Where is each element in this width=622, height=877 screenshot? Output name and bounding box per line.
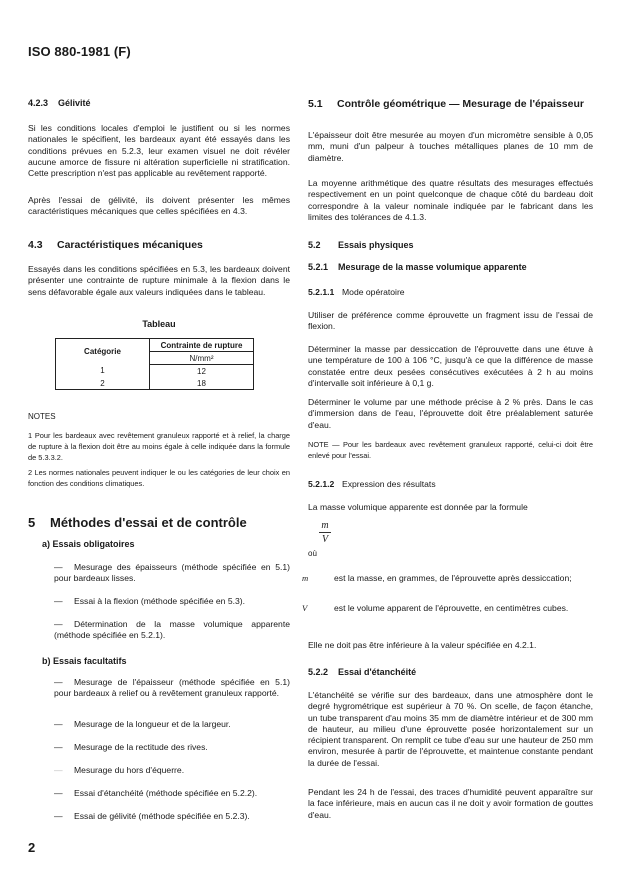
section-5-2-2-paragraph-1: L'étanchéité se vérifie sur des bardeaux, dans une atmosphère dont le degré hygrométrique est supérieur à 70 %. On scelle, de façon étanche, un tube transparent d'au moins 35 mm de diamètre intérieur et de 300 mm de hauteur, au milieu d'une éprouvette posée horizontalement sur un récipient transparent. On remplit ce tube d'eau sur une hauteur de 250 mm environ, mesurée à partir de l'éprouvette, et maintenue constante pendant la durée de l'essai. — [308, 690, 593, 768]
section-5-2-heading: 5.2 Essais physiques — [308, 240, 414, 250]
formula-numerator: m — [321, 520, 329, 531]
section-5-1-heading: 5.1 Contrôle géométrique — Mesurage de l'épaisseur — [308, 98, 584, 110]
section-5-1-paragraph-2: La moyenne arithmétique des quatre résultats des mesurages effectués respectivement en un point quelconque de chaque côté du bardeau doit correspondre à la valeur nominale indiquée par le fabricant dans les limites des tolérances de 4.1.3. — [308, 178, 593, 222]
list-item: — Mesurage de l'épaisseur (méthode spécifiée en 5.1) pour bardeaux à relief ou à revêtement granuleux rapporté. — [54, 677, 290, 699]
list-item: — Mesurage des épaisseurs (méthode spécifiée en 5.1) pour bardeaux lisses. — [54, 562, 290, 584]
table-row — [56, 377, 254, 390]
header-unit: N/mm² — [150, 352, 254, 365]
list-item: — Mesurage de la rectitude des rives. — [54, 742, 208, 752]
cell-category: 1 — [100, 366, 105, 376]
section-5-2-1-2-paragraph-2: Elle ne doit pas être inférieure à la valeur spécifiée en 4.2.1. — [308, 640, 537, 650]
section-4-3-heading: 4.3 Caractéristiques mécaniques — [28, 239, 203, 251]
section-5-2-1-1-paragraph-3: Déterminer le volume par une méthode précise à 2 % près. Dans le cas d'immersion dans de l'eau, l'éprouvette doit être préalablement saturée d'eau. — [308, 397, 593, 430]
definition-m: m est la masse, en grammes, de l'éprouvette après dessiccation; — [302, 573, 572, 583]
note-2: 2 Les normes nationales peuvent indiquer le ou les catégories de leur choix en fonction des conditions climatiques. — [28, 468, 290, 488]
optional-tests-heading: b) Essais facultatifs — [42, 656, 127, 666]
cell-value: 12 — [150, 365, 254, 378]
section-5-2-1-1-paragraph-2: Déterminer la masse par dessiccation de l'éprouvette dans une étuve à une température de 100 à 106 °C, jusqu'à ce que la différence de masse constatée entre deux pesées consécutives exécutées à 2 h au moins d'intervalle soit inférieure à 0,1 g. — [308, 344, 593, 388]
formula-fraction — [319, 520, 331, 545]
definition-v: V est le volume apparent de l'éprouvette, en centimètres cubes. — [302, 603, 569, 613]
list-item: — Détermination de la masse volumique apparente (méthode spécifiée en 5.2.1). — [54, 619, 290, 641]
section-4-3-paragraph: Essayés dans les conditions spécifiées en 5.3, les bardeaux doivent présenter une contrainte de rupture minimale à la flexion dans le sens défavorable égale aux valeurs indiquées dans le tableau. — [28, 264, 290, 297]
section-5-2-1-2-heading: 5.2.1.2 Expression des résultats — [308, 479, 436, 489]
where-label: où — [308, 549, 317, 558]
section-5-2-1-2-paragraph-1: La masse volumique apparente est donnée par la formule — [308, 502, 528, 512]
list-item: — Mesurage de la longueur et de la largeur. — [54, 719, 231, 729]
stress-table — [55, 338, 254, 390]
header-stress: Contrainte de rupture — [150, 339, 254, 352]
section-5-2-2-heading: 5.2.2 Essai d'étanchéité — [308, 667, 417, 677]
list-item: — Mesurage du hors d'équerre. — [54, 765, 185, 775]
section-5-2-1-heading: 5.2.1 Mesurage de la masse volumique apparente — [308, 262, 527, 272]
list-item: — Essai d'étanchéité (méthode spécifiée en 5.2.2). — [54, 788, 258, 798]
mandatory-tests-heading: a) Essais obligatoires — [42, 539, 135, 549]
section-5-2-1-1-paragraph-1: Utiliser de préférence comme éprouvette un fragment issu de l'essai de flexion. — [308, 310, 593, 332]
page-number: 2 — [28, 840, 36, 855]
table-row — [56, 365, 254, 378]
section-5-2-1-1-note: NOTE — Pour les bardeaux avec revêtement granuleux rapporté, celui-ci doit être enlevé pour l'essai. — [308, 440, 593, 460]
section-4-2-3-heading: 4.2.3 Gélivité — [28, 98, 91, 108]
section-5-heading: 5 Méthodes d'essai et de contrôle — [28, 515, 247, 530]
cell-value: 18 — [150, 377, 254, 390]
cell-category: 2 — [100, 378, 105, 388]
list-item: — Essai à la flexion (méthode spécifiée en 5.3). — [54, 596, 246, 606]
section-5-2-2-paragraph-2: Pendant les 24 h de l'essai, des traces d'humidité peuvent apparaître sur la face inférieure, mais en aucun cas il ne doit y avoir formation de gouttes d'eau. — [308, 787, 593, 820]
document-header: ISO 880-1981 (F) — [28, 44, 131, 59]
list-item: — Essai de gélivité (méthode spécifiée en 5.2.3). — [54, 811, 250, 821]
notes-title: NOTES — [28, 412, 56, 421]
note-1: 1 Pour les bardeaux avec revêtement granuleux rapporté et à relief, la charge de rupture à la flexion doit être au moins égale à celle indiquée dans la formule de 5.3.3.2. — [28, 431, 290, 462]
table-caption: Tableau — [142, 319, 176, 329]
section-4-2-3-paragraph-2: Après l'essai de gélivité, ils doivent présenter les mêmes caractéristiques mécaniques que celles spécifiées en 4.3. — [28, 195, 290, 217]
section-4-2-3-paragraph-1: Si les conditions locales d'emploi le justifient ou si les normes nationales le spécifient, les bardeaux ayant été essayés dans les conditions prévues en 5.2.3, leur examen visuel ne doit révéler aucune amorce de fissure ni altération superficielle ni stratification. Cette prescription n'est pas applicable au revêtement rapporté. — [28, 123, 290, 179]
section-5-1-paragraph-1: L'épaisseur doit être mesurée au moyen d'un micromètre sensible à 0,05 mm, muni d'un palpeur à touches métalliques planes de 10 mm de diamètre. — [308, 130, 593, 163]
fraction-bar — [319, 532, 331, 533]
section-5-2-1-1-heading: 5.2.1.1 Mode opératoire — [308, 287, 405, 297]
formula-denominator: V — [321, 534, 329, 545]
header-category: Catégorie — [84, 347, 121, 357]
